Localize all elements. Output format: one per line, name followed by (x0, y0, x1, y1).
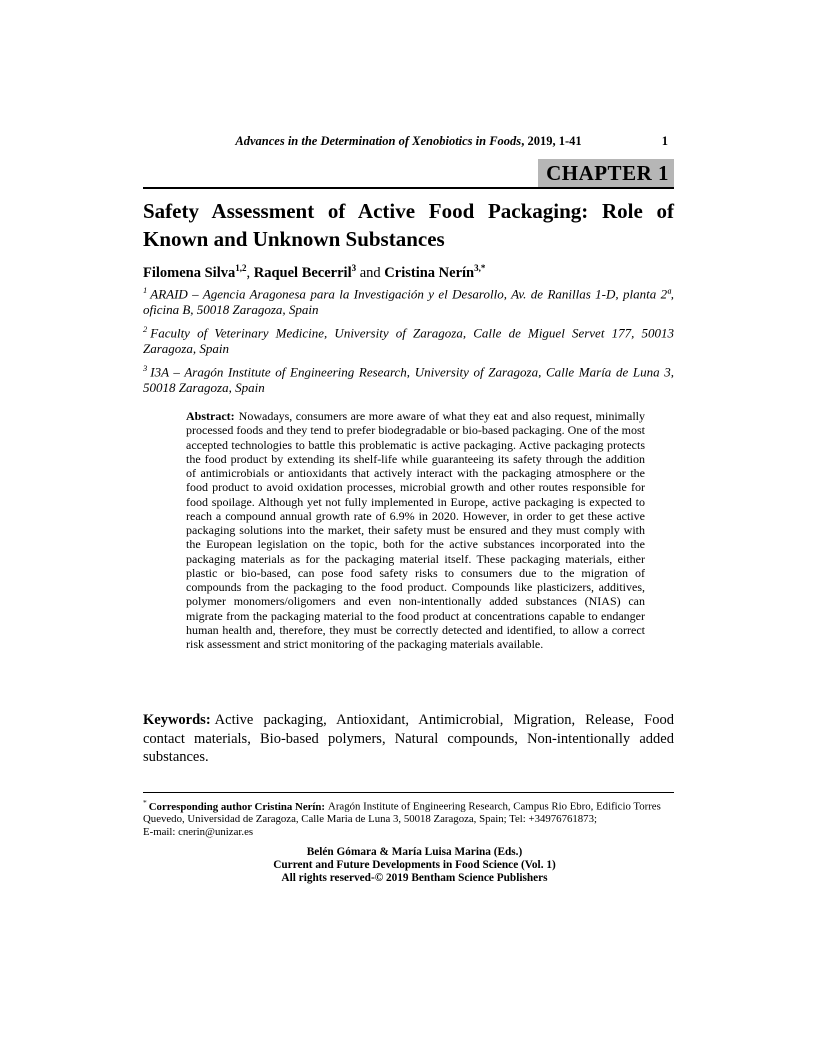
author-affiliation-superscript: 1,2 (235, 263, 247, 273)
author-name: Raquel Becerril (253, 264, 352, 281)
running-header (143, 134, 674, 149)
author-name: Filomena Silva (143, 264, 236, 281)
affiliation (143, 361, 674, 395)
publisher-series: Current and Future Developments in Food Science (Vol. 1) (273, 858, 556, 871)
corresponding-author-footnote (143, 792, 674, 839)
publisher-block (149, 846, 680, 884)
affiliation-text: ARAID – Agencia Aragonesa para la Investigación y el Desarollo, Av. de Ranillas 1-D, planta 2ª, oficina B, 50018 Zaragoza, Spain (143, 286, 674, 317)
footnote-text: Aragón Institute of Engineering Research, Campus Rio Ebro, Edificio Torres Quevedo, Universidad de Zaragoza, Calle Maria de Luna 3, 50018 Zaragoza, Spain; Tel: +34976761873; (143, 800, 661, 826)
footnote-body (143, 797, 674, 826)
publisher-rights: All rights reserved-© 2019 Bentham Science Publishers (281, 871, 548, 884)
affiliation-marker: 1 (143, 285, 148, 295)
chapter-rule (143, 155, 674, 189)
article-title: Safety Assessment of Active Food Packaging: Role of Known and Unknown Substances (143, 199, 674, 251)
author-affiliation-superscript: 3,* (474, 263, 486, 273)
journal-issue-info: , 2019, 1-41 (521, 134, 582, 148)
page-number: 1 (661, 134, 668, 148)
affiliation-marker: 2 (143, 324, 148, 335)
affiliation (143, 283, 674, 317)
footnote-marker: * (143, 798, 147, 807)
journal-title: Advances in the Determination of Xenobiotics in Foods (235, 134, 522, 148)
page-content (143, 0, 674, 1056)
keywords-block (143, 711, 674, 767)
abstract-label: Abstract: (186, 409, 235, 423)
affiliations-block (143, 283, 674, 401)
footnote-label: Corresponding author Cristina Nerín: (148, 800, 326, 813)
chapter-badge: CHAPTER 1 (538, 159, 674, 187)
affiliation (143, 322, 674, 356)
author-name: Cristina Nerín (384, 264, 475, 281)
author-separator: , (246, 264, 254, 281)
affiliation-text: Faculty of Veterinary Medicine, University of Zaragoza, Calle de Miguel Servet 177, 50013 Zaragoza, Spain (143, 325, 674, 356)
abstract-block (186, 409, 645, 651)
keywords-label: Keywords: (143, 712, 211, 728)
affiliation-text: I3A – Aragón Institute of Engineering Research, University of Zaragoza, Calle María de Luna 3, 50018 Zaragoza, Spain (143, 364, 674, 395)
author-separator: and (356, 264, 385, 281)
authors-line (143, 259, 674, 282)
keywords-text: Active packaging, Antioxidant, Antimicrobial, Migration, Release, Food contact materials, Bio-based polymers, Natural compounds, Non-intentionally added substances. (143, 712, 674, 766)
abstract-text: Nowadays, consumers are more aware of what they eat and also request, minimally processed foods and they tend to prefer biodegradable or bio-based packaging. One of the most accepted technologies to battle this problematic is active packaging. Active packaging protects the food product by extending its shelf-life while guaranteeing its safety through the addition of antimicrobials or antioxidants that actively interact with the packaging atmosphere or the food product to avoid oxidation processes, microbial growth and other routes responsible for food spoilage. Although yet not fully implemented in Europe, active packaging is expected to reach a compound annual growth rate of 6.9% in 2020. However, in order to get these active packaging solutions into the market, their safety must be ensured and they must comply with the European legislation on the topic, both for the active substances incorporated into the packaging materials as for the packaging material itself. These packaging materials, either plastic or bio-based, can pose food safety risks to consumers due to the migration of compounds from the packaging to the food product. Compounds like plasticizers, additives, polymer monomers/oligomers and even non-intentionally added substances (NIAS) can migrate from the packaging material to the food product at concentrations capable to endanger human health and, therefore, they must be correctly detected and identified, to allow a correct risk assessment and strict monitoring of the packaging materials available. (186, 409, 645, 651)
footnote-email: E-mail: cnerin@unizar.es (143, 826, 254, 838)
author-affiliation-superscript: 3 (351, 263, 357, 273)
affiliation-marker: 3 (143, 363, 148, 374)
publisher-editors: Belén Gómara & María Luisa Marina (Eds.) (306, 846, 523, 858)
